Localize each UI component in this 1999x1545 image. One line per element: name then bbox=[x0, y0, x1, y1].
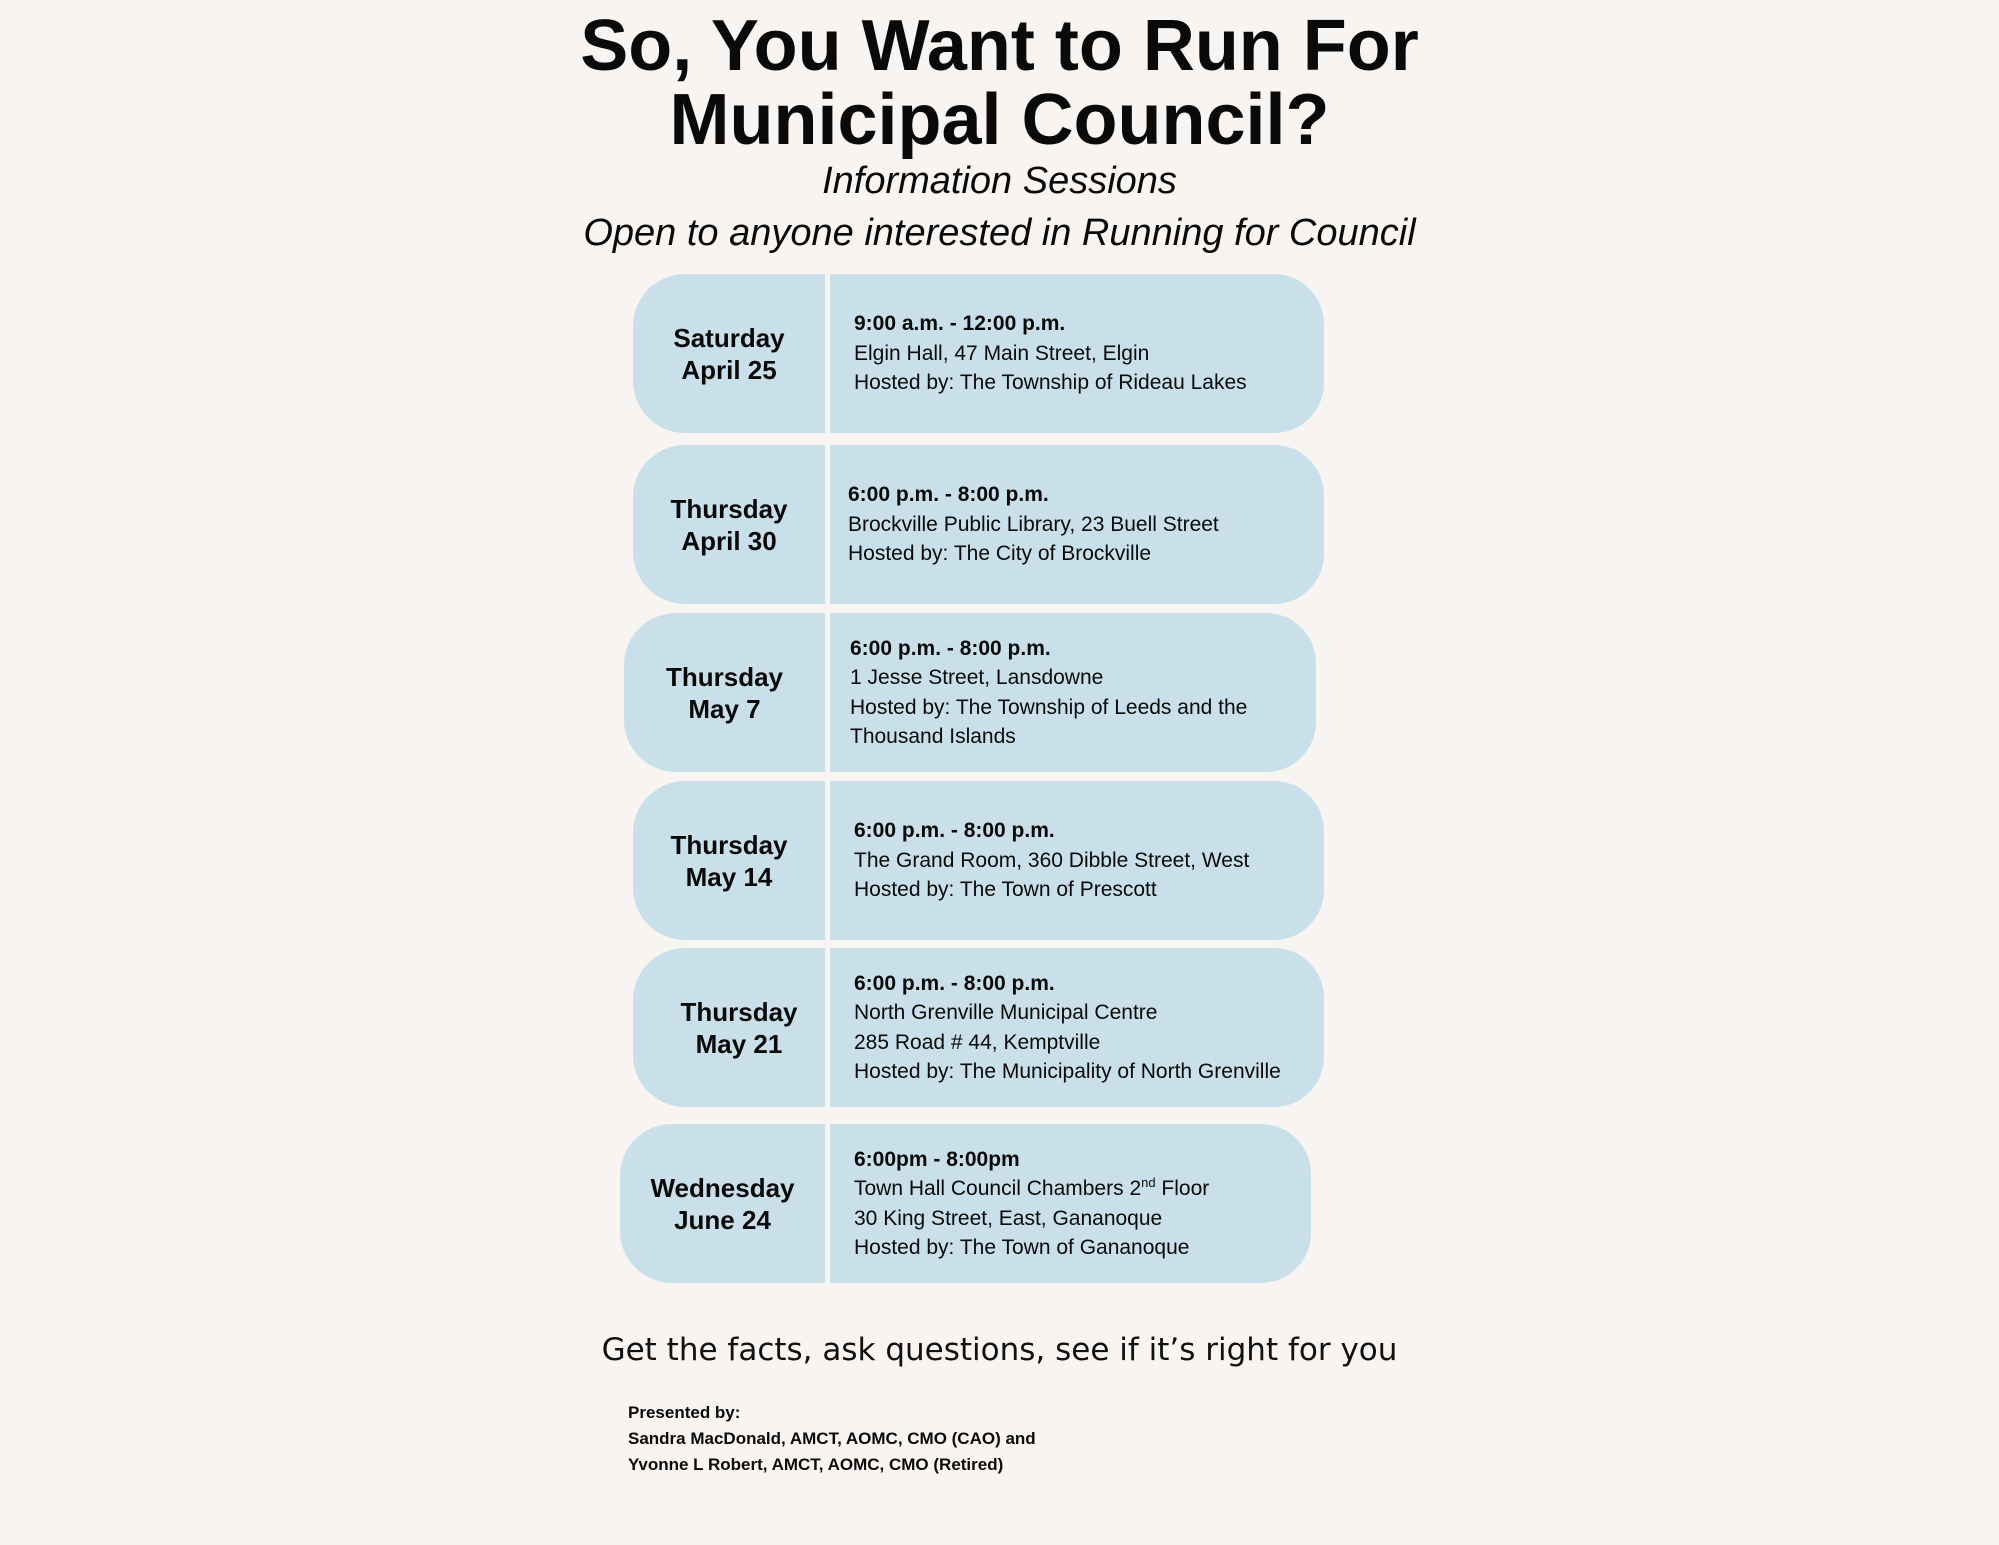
page-title-line-1: So, You Want to Run For bbox=[580, 6, 1419, 86]
session-host: Hosted by: The City of Brockville bbox=[848, 542, 1152, 566]
session-host: Hosted by: The Town of Gananoque bbox=[854, 1236, 1190, 1259]
session-time: 6:00 p.m. - 8:00 p.m. bbox=[848, 483, 1049, 507]
session-time: 6:00 p.m. - 8:00 p.m. bbox=[850, 636, 1051, 660]
session-host: Hosted by: The Town of Prescott bbox=[854, 878, 1157, 902]
session-host: Hosted by: The Township of Leeds and the Thousand Islands bbox=[850, 695, 1248, 748]
session-card bbox=[633, 274, 1324, 433]
session-details-box bbox=[830, 613, 1316, 772]
session-card bbox=[633, 445, 1324, 604]
session-location: 1 Jesse Street, Lansdowne bbox=[850, 666, 1104, 689]
session-details-box bbox=[830, 445, 1324, 604]
session-date: May 21 bbox=[695, 1028, 783, 1059]
session-card bbox=[633, 781, 1324, 940]
session-date: May 7 bbox=[688, 693, 761, 724]
session-date-box bbox=[620, 1124, 825, 1283]
session-date-box bbox=[633, 445, 825, 604]
session-date-box bbox=[633, 781, 825, 940]
session-day: Thursday bbox=[670, 829, 788, 860]
session-time: 9:00 a.m. - 12:00 p.m. bbox=[854, 312, 1066, 336]
session-day: Thursday bbox=[680, 996, 798, 1027]
session-date-box bbox=[624, 613, 825, 772]
session-date: June 24 bbox=[674, 1204, 771, 1235]
session-location-line-2: 30 King Street, East, Gananoque bbox=[854, 1206, 1163, 1230]
ordinal-suffix: nd bbox=[1141, 1175, 1156, 1190]
presenters-label: Presented by: bbox=[628, 1403, 741, 1422]
session-location: Elgin Hall, 47 Main Street, Elgin bbox=[854, 341, 1150, 365]
session-day: Wednesday bbox=[650, 1172, 795, 1203]
session-host: Hosted by: The Township of Rideau Lakes bbox=[854, 371, 1247, 395]
session-time: 6:00pm - 8:00pm bbox=[854, 1147, 1020, 1171]
page-subtitle-secondary: Open to anyone interested in Running for Council bbox=[583, 212, 1416, 254]
session-location: North Grenville Municipal Centre bbox=[854, 1001, 1158, 1024]
session-location-line-2: 285 Road # 44, Kemptville bbox=[854, 1030, 1101, 1054]
session-location: Brockville Public Library, 23 Buell Street bbox=[848, 512, 1219, 536]
page-title-line-2: Municipal Council? bbox=[669, 80, 1330, 160]
session-date-box bbox=[633, 274, 825, 433]
session-details-box bbox=[830, 781, 1324, 940]
presenter-2: Yvonne L Robert, AMCT, AOMC, CMO (Retired) bbox=[628, 1455, 1004, 1474]
session-host: Hosted by: The Municipality of North Grenville bbox=[854, 1060, 1281, 1083]
session-time: 6:00 p.m. - 8:00 p.m. bbox=[854, 819, 1055, 843]
tagline: Get the facts, ask questions, see if it’s right for you bbox=[601, 1332, 1398, 1368]
page-subtitle: Information Sessions bbox=[822, 160, 1177, 202]
session-day: Thursday bbox=[670, 493, 788, 524]
session-day: Thursday bbox=[665, 661, 784, 692]
presenters-block bbox=[628, 1400, 1036, 1478]
session-card bbox=[633, 948, 1324, 1107]
session-location bbox=[854, 1174, 1311, 1204]
session-details-box bbox=[830, 274, 1324, 433]
session-date: April 30 bbox=[681, 525, 777, 556]
session-card bbox=[624, 613, 1316, 772]
session-date: April 25 bbox=[681, 354, 777, 385]
presenter-1: Sandra MacDonald, AMCT, AOMC, CMO (CAO) and bbox=[628, 1429, 1036, 1448]
session-date-box bbox=[633, 948, 825, 1107]
session-details-box bbox=[830, 948, 1324, 1107]
session-date: May 14 bbox=[685, 861, 773, 892]
session-details-box bbox=[830, 1124, 1311, 1283]
session-location-text: Town Hall Council Chambers 2 bbox=[854, 1177, 1142, 1200]
session-location: The Grand Room, 360 Dibble Street, West bbox=[854, 848, 1250, 872]
session-location-floor: Floor bbox=[1155, 1177, 1210, 1200]
session-card bbox=[620, 1124, 1311, 1283]
session-day: Saturday bbox=[673, 322, 785, 353]
session-time: 6:00 p.m. - 8:00 p.m. bbox=[854, 971, 1055, 995]
